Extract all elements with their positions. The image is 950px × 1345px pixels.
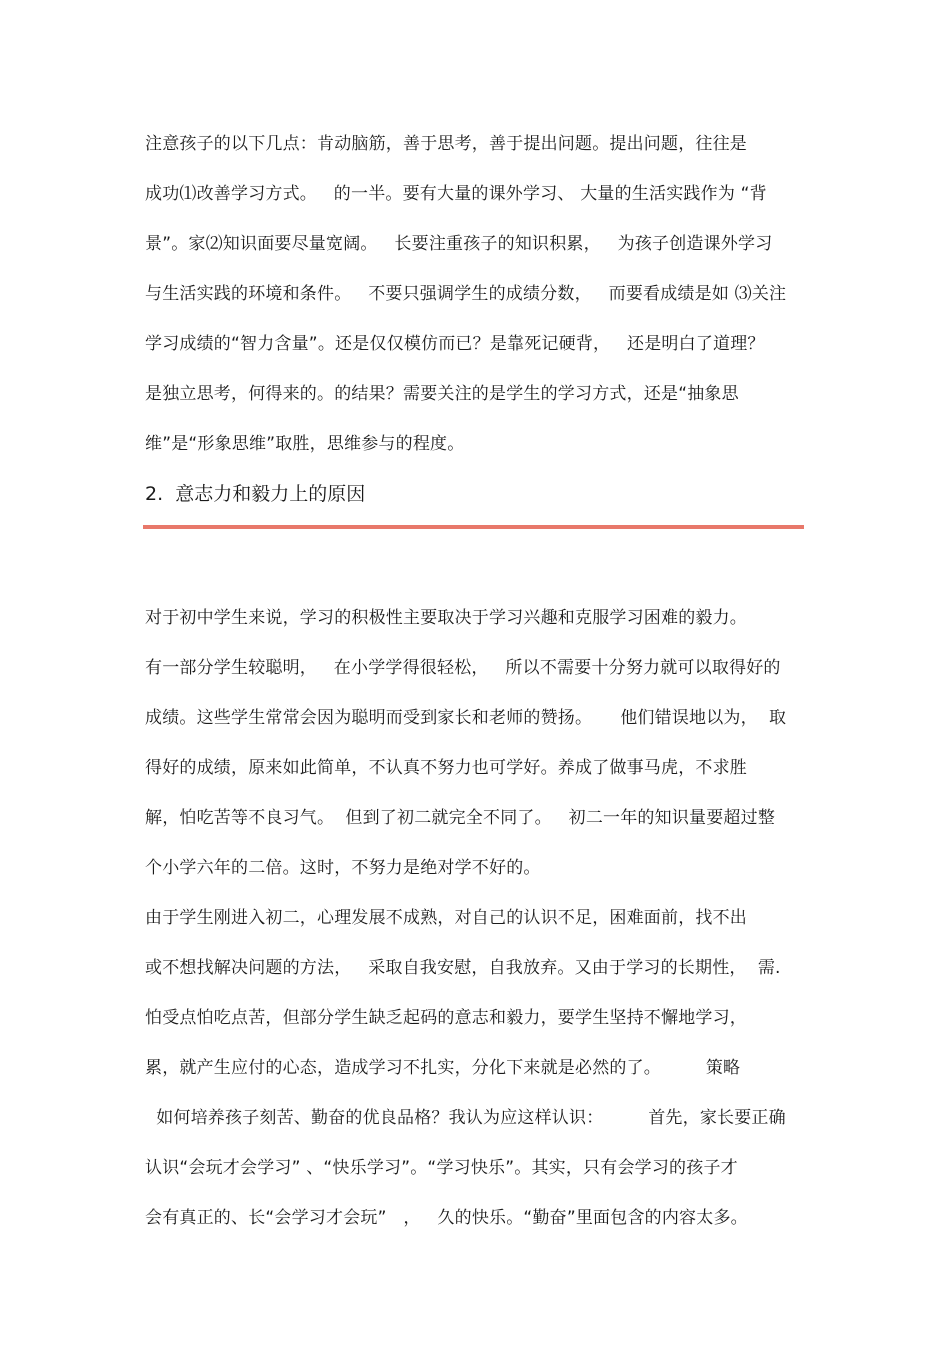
- paragraph-line: 会有真正的、长“会学习才会玩” ， 久的快乐。“勤奋”里面包含的内容太多。: [145, 1208, 748, 1228]
- paragraph-line: 或不想找解决问题的方法， 采取自我安慰，自我放弃。又由于学习的长期性， 需.: [145, 958, 781, 978]
- paragraph-line: 成功⑴改善学习方式。 的一半。要有大量的课外学习、 大量的生活实践作为 “背: [145, 184, 767, 204]
- paragraph-line: 景”。家⑵知识面要尽量宽阔。 长要注重孩子的知识积累， 为孩子创造课外学习: [145, 234, 773, 254]
- paragraph-line: 与生活实践的环境和条件。 不要只强调学生的成绩分数， 而要看成绩是如 ⑶关注: [145, 284, 787, 304]
- heading-underline: [143, 525, 804, 529]
- paragraph-line: 维”是“形象思维”取胜，思维参与的程度。: [145, 434, 465, 454]
- paragraph-line: 学习成绩的“智力含量”。还是仅仅模仿而已？是靠死记硬背， 还是明白了道理？: [145, 334, 765, 354]
- paragraph-line: 认识“会玩才会学习” 、“快乐学习”。“学习快乐”。其实，只有会学习的孩子才: [145, 1158, 738, 1178]
- paragraph-line: 由于学生刚进入初二，心理发展不成熟，对自己的认识不足，困难面前，找不出: [145, 908, 747, 928]
- paragraph-line: 得好的成绩，原来如此简单，不认真不努力也可学好。养成了做事马虎，不求胜: [145, 758, 747, 778]
- paragraph-line: 有一部分学生较聪明， 在小学学得很轻松， 所以不需要十分努力就可以取得好的: [145, 658, 781, 678]
- paragraph-line: 是独立思考，何得来的。的结果？需要关注的是学生的学习方式，还是“抽象思: [145, 384, 739, 404]
- section-heading: 2. 意志力和毅力上的原因: [145, 483, 366, 505]
- paragraph-line: 成绩。这些学生常常会因为聪明而受到家长和老师的赞扬。 他们错误地以为， 取: [145, 708, 787, 728]
- paragraph-line: 累，就产生应付的心态，造成学习不扎实，分化下来就是必然的了。 策略: [145, 1058, 741, 1078]
- paragraph-line: 注意孩子的以下几点：肯动脑筋，善于思考，善于提出问题。提出问题，往往是: [145, 134, 747, 154]
- paragraph-line: 解，怕吃苦等不良习气。 但到了初二就完全不同了。 初二一年的知识量要超过整: [145, 808, 776, 828]
- paragraph-line: 个小学六年的二倍。这时，不努力是绝对学不好的。: [145, 858, 541, 878]
- paragraph-line: 怕受点怕吃点苦，但部分学生缺乏起码的意志和毅力，要学生坚持不懈地学习，: [145, 1008, 747, 1028]
- paragraph-line: 如何培养孩子刻苦、勤奋的优良品格？我认为应这样认识： 首先，家长要正确: [145, 1108, 786, 1128]
- paragraph-line: 对于初中学生来说，学习的积极性主要取决于学习兴趣和克服学习困难的毅力。: [145, 608, 747, 628]
